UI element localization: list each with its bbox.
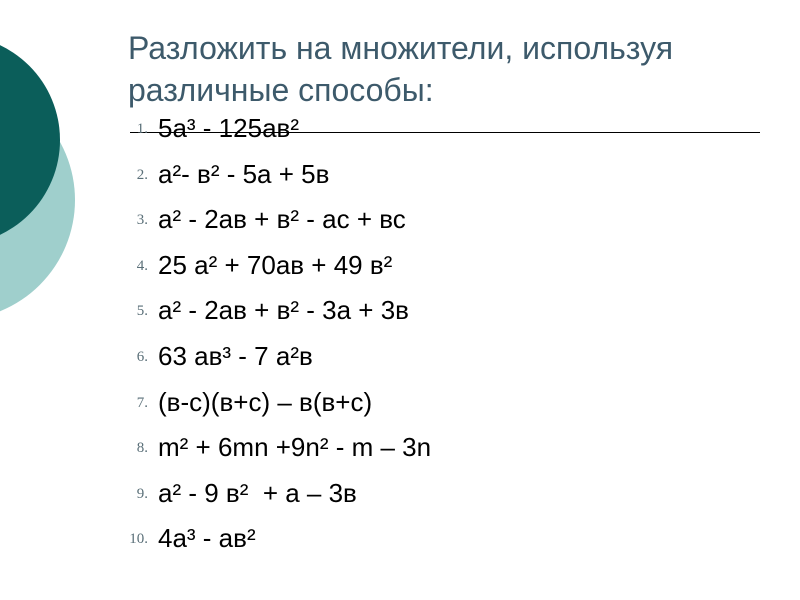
item-expression: а² - 9 в² + а – 3в xyxy=(158,477,357,508)
title-line-1: Разложить на множители, используя xyxy=(128,30,674,66)
item-expression: 4а³ - ав² xyxy=(158,523,256,554)
item-expression: а²- в² - 5а + 5в xyxy=(158,158,330,189)
item-number: 10. xyxy=(129,531,148,548)
item-expression: m² + 6mn +9n² - m – 3n xyxy=(158,432,432,463)
item-expression: 25 а² + 70ав + 49 в² xyxy=(158,249,393,280)
item-number: 1. xyxy=(136,121,148,137)
item-number: 2. xyxy=(136,166,148,183)
item-expression: 5а³ - 125ав² xyxy=(158,113,299,143)
item-number: 3. xyxy=(136,212,148,229)
item-expression: а² - 2ав + в² - 3а + 3в xyxy=(158,295,409,326)
item-number: 5. xyxy=(136,303,148,320)
item-expression: (в-с)(в+с) – в(в+с) xyxy=(158,386,373,417)
item-number: 9. xyxy=(136,485,148,502)
item-number: 7. xyxy=(136,394,148,411)
item-number: 4. xyxy=(136,257,148,274)
item-number: 8. xyxy=(136,440,148,457)
item-expression: 63 ав³ - 7 а²в xyxy=(158,340,313,371)
slide-title xyxy=(128,27,673,111)
item-number: 6. xyxy=(136,348,148,365)
item-expression: а² - 2ав + в² - ас + вс xyxy=(158,204,406,235)
title-line-2: различные способы: xyxy=(128,72,434,108)
